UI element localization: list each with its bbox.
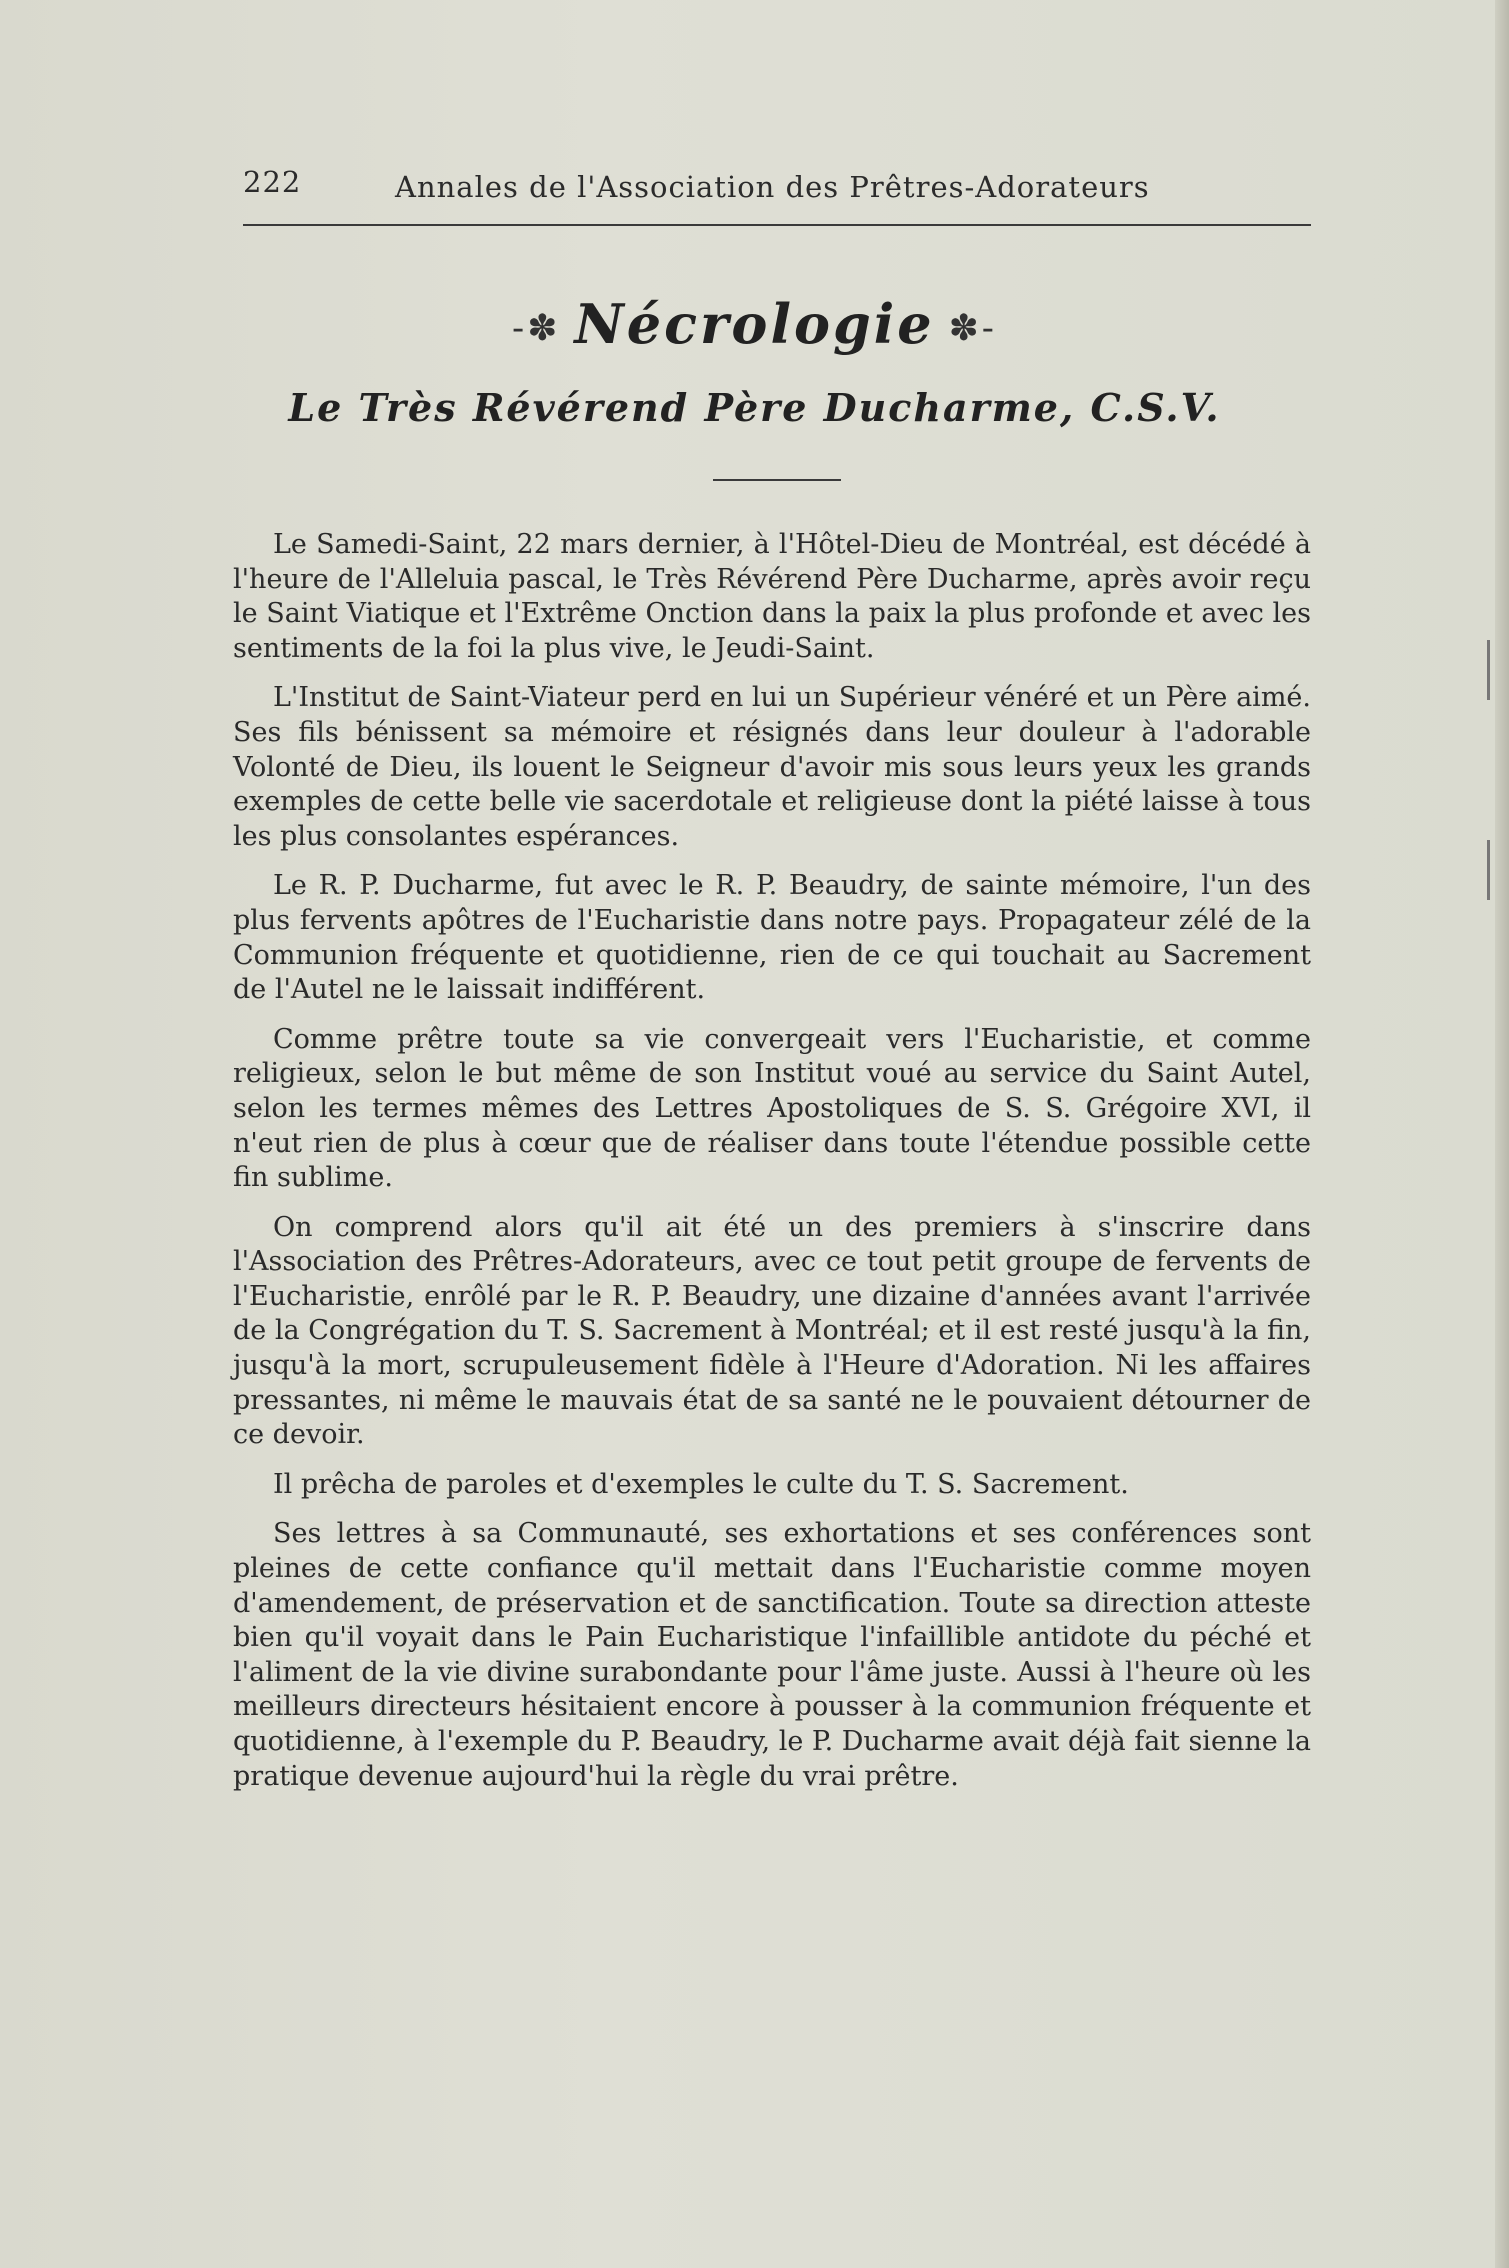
- paragraph: L'Institut de Saint-Viateur perd en lui un Supérieur vénéré et un Père aimé. Ses fils bénissent sa mémoire et résignés dans leur douleur à l'adorable Volonté de Dieu, ils louent le Seigneur d'avoir mis sous leurs yeux les grands exemples de cette belle vie sacerdotale et religieuse dont la piété laisse à tous les plus consolantes espérances.: [233, 682, 1311, 852]
- paragraph: Le R. P. Ducharme, fut avec le R. P. Beaudry, de sainte mémoire, l'un des plus fervents apôtres de l'Eucharistie dans notre pays. Propagateur zélé de la Communion fréquente et quotidienne, rien de ce qui touchait au Sacrement de l'Autel ne le laissait indifférent.: [233, 870, 1311, 1006]
- ornament-right-icon: ✽-: [948, 308, 997, 350]
- page-number: 222: [243, 165, 302, 199]
- margin-mark: [1487, 640, 1490, 700]
- paragraph: Ses lettres à sa Communauté, ses exhortations et ses conférences sont pleines de cette confiance qu'il mettait dans l'Eucharistie comme moyen d'amendement, de préservation et de sanctification. Toute sa direction atteste bien qu'il voyait dans le Pain Eucharistique l'infaillible antidote du péché et l'aliment de la vie divine surabondante pour l'âme juste. Aussi à l'heure où les meilleurs directeurs hésitaient encore à pousser à la communion fréquente et quotidienne, à l'exemple du P. Beaudry, le P. Ducharme avait déjà fait sienne la pratique devenue aujourd'hui la règle du vrai prêtre.: [233, 1518, 1311, 1792]
- paragraph: Le Samedi-Saint, 22 mars dernier, à l'Hôtel-Dieu de Montréal, est décédé à l'heure de l'Alleluia pascal, le Très Révérend Père Ducharme, après avoir reçu le Saint Viatique et l'Extrême Onction dans la paix la plus profonde et avec les sentiments de la foi la plus vive, le Jeudi-Saint.: [233, 529, 1311, 664]
- margin-mark: [1487, 840, 1490, 900]
- ornament-left-icon: -✽: [512, 308, 561, 350]
- section-title: Nécrologie: [574, 292, 935, 356]
- paragraph: Il prêcha de paroles et d'exemples le culte du T. S. Sacrement.: [273, 1468, 1129, 1500]
- section-heading: [0, 292, 1509, 356]
- header-rule: [243, 224, 1311, 226]
- article-body: [233, 528, 1311, 1809]
- paragraph: Comme prêtre toute sa vie convergeait vers l'Eucharistie, et comme religieux, selon le but même de son Institut voué au service du Saint Autel, selon les termes mêmes des Lettres Apostoliques de S. S. Grégoire XVI, il n'eut rien de plus à cœur que de réaliser dans toute l'étendue possible cette fin sublime.: [233, 1023, 1311, 1194]
- separator-rule: [713, 479, 841, 481]
- page-header: [243, 165, 1311, 225]
- paragraph: On comprend alors qu'il ait été un des premiers à s'inscrire dans l'Association des Prêtres-Adorateurs, avec ce tout petit groupe de fervents de l'Eucharistie, enrôlé par le R. P. Beaudry, une dizaine d'années avant l'arrivée de la Congrégation du T. S. Sacrement à Montréal; et il est resté jusqu'à la fin, jusqu'à la mort, scrupuleusement fidèle à l'Heure d'Adoration. Ni les affaires pressantes, ni même le mauvais état de sa santé ne le pouvaient détourner de ce devoir.: [233, 1211, 1311, 1451]
- article-subtitle: Le Très Révérend Père Ducharme, C.S.V.: [288, 385, 1221, 430]
- running-title: Annales de l'Association des Prêtres-Adorateurs: [395, 170, 1150, 204]
